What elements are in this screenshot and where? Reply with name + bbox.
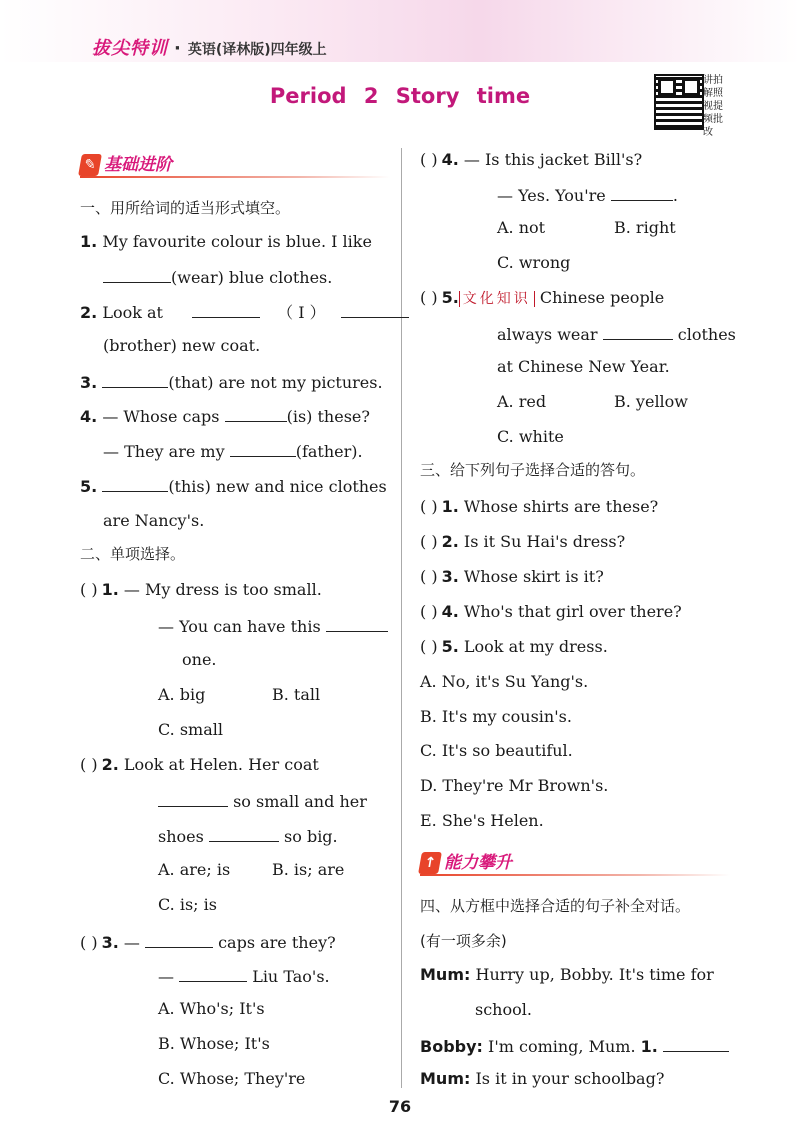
answer-paren[interactable]: ( ) [420, 150, 438, 169]
book-subject: 英语(译林版)四年级上 [187, 42, 327, 58]
match-q3: ( ) 3. Whose skirt is it? [420, 567, 604, 586]
match-q2: ( ) 2. Is it Su Hai's dress? [420, 532, 626, 551]
mc-q3-option-a: A. Who's; It's [158, 999, 265, 1018]
match-answer-a: A. No, it's Su Yang's. [420, 672, 589, 691]
mc-q3-option-b: B. Whose; It's [158, 1034, 270, 1053]
match-q4: ( ) 4. Who's that girl over there? [420, 602, 682, 621]
fill-q1: 1. My favourite colour is blue. I like [80, 232, 372, 251]
mc-q4-option-a: A. not [497, 218, 546, 237]
mc-q2-option-c: C. is; is [158, 895, 217, 914]
fill-q2-cont: (brother) new coat. [103, 336, 261, 355]
mc-q5-line3: at Chinese New Year. [497, 357, 670, 376]
section-badge-icon: ✎ [78, 154, 102, 176]
part4-instruction-note: (有一项多余) [420, 932, 507, 950]
answer-blank[interactable] [103, 266, 171, 283]
answer-blank[interactable] [326, 615, 388, 632]
mc-q3-option-c: C. Whose; They're [158, 1069, 306, 1088]
mc-q3-line2: — Liu Tao's. [158, 967, 330, 986]
match-answer-e: E. She's Helen. [420, 811, 544, 830]
part2-instruction: 二、单项选择。 [80, 545, 186, 563]
match-answer-c: C. It's so beautiful. [420, 741, 573, 760]
match-answer-d: D. They're Mr Brown's. [420, 776, 609, 795]
mc-q5-option-b: B. yellow [614, 392, 688, 411]
mc-q5-option-a: A. red [497, 392, 547, 411]
mc-q4: ( ) 4. — Is this jacket Bill's? [420, 150, 643, 169]
part3-instruction: 三、给下列句子选择合适的答句。 [420, 461, 646, 479]
mc-q3: ( ) 3. — caps are they? [80, 933, 336, 952]
answer-blank[interactable] [179, 965, 247, 982]
mc-q1-line3: one. [182, 650, 217, 669]
book-brand: 拔尖特训 · 英语(译林版)四年级上 [92, 38, 327, 59]
mc-q2-line2: so small and her [158, 790, 367, 812]
answer-blank[interactable] [158, 790, 228, 807]
dialogue-line-1: Mum: Hurry up, Bobby. It's time for [420, 965, 714, 984]
match-answer-b: B. It's my cousin's. [420, 707, 572, 726]
answer-blank[interactable] [192, 301, 260, 318]
answer-blank[interactable] [225, 405, 287, 422]
section-heading-basic: ✎ 基础进阶 [80, 150, 390, 180]
answer-paren[interactable]: ( ) [420, 637, 438, 656]
section-heading-advanced: ↑ 能力攀升 [420, 848, 730, 878]
answer-paren[interactable]: ( ) [420, 497, 438, 516]
answer-blank[interactable] [603, 323, 673, 340]
dialogue-line-2: Bobby: I'm coming, Mum. 1. [420, 1035, 729, 1057]
mc-q2-option-a: A. are; is [158, 860, 231, 879]
fill-q5: 5. (this) new and nice clothes [80, 477, 387, 496]
answer-blank[interactable] [102, 371, 168, 388]
answer-blank[interactable] [102, 475, 168, 492]
mc-q1-line2: — You can have this [158, 615, 388, 637]
match-q1: ( ) 1. Whose shirts are these? [420, 497, 659, 516]
mc-q1-option-c: C. small [158, 720, 223, 739]
dialogue-line-3: Mum: Is it in your schoolbag? [420, 1069, 665, 1088]
fill-q1-cont: (wear) blue clothes. [103, 266, 332, 288]
page-title: Period 2 Story time [269, 84, 531, 108]
answer-paren[interactable]: ( ) [80, 755, 98, 774]
mc-q4-option-b: B. right [614, 218, 676, 237]
qr-code-icon[interactable] [654, 74, 704, 130]
brand-name: 拔尖特训 [92, 38, 168, 59]
answer-paren[interactable]: ( ) [420, 567, 438, 586]
mc-q4-line2: — Yes. You're . [497, 186, 678, 205]
mc-q2: ( ) 2. Look at Helen. Her coat [80, 755, 319, 774]
qr-label: 讲拍 解照 视提 频批 改 [703, 75, 723, 138]
fill-q2: 2. Look at （ I ） [80, 301, 409, 323]
mc-q5: ( ) 5. 文化知识 Chinese people [420, 288, 665, 307]
page-number: 76 [388, 1097, 412, 1116]
answer-paren[interactable]: ( ) [420, 532, 438, 551]
mc-q1-option-a: A. big [158, 685, 206, 704]
part1-instruction: 一、用所给词的适当形式填空。 [80, 199, 291, 217]
fill-q3: 3. (that) are not my pictures. [80, 373, 383, 392]
mc-q1: ( ) 1. — My dress is too small. [80, 580, 322, 599]
answer-paren[interactable]: ( ) [420, 288, 438, 307]
section-badge-icon: ↑ [418, 852, 442, 874]
match-q5: ( ) 5. Look at my dress. [420, 637, 608, 656]
fill-q4: 4. — Whose caps (is) these? [80, 407, 370, 426]
mc-q2-option-b: B. is; are [272, 860, 345, 879]
fill-q5-cont: are Nancy's. [103, 511, 205, 530]
answer-blank[interactable] [611, 184, 673, 201]
answer-paren[interactable]: ( ) [420, 602, 438, 621]
answer-paren[interactable]: ( ) [80, 933, 98, 952]
answer-blank[interactable] [230, 440, 296, 457]
dialogue-line-1-cont: school. [475, 1000, 532, 1019]
fill-q4-cont: — They are my (father). [103, 442, 363, 461]
mc-q5-line2: always wear clothes [497, 325, 736, 344]
culture-tag: 文化知识 [459, 291, 535, 307]
answer-blank[interactable] [341, 301, 409, 318]
answer-paren[interactable]: ( ) [80, 580, 98, 599]
answer-blank[interactable] [663, 1035, 729, 1052]
mc-q1-option-b: B. tall [272, 685, 321, 704]
mc-q4-option-c: C. wrong [497, 253, 571, 272]
answer-blank[interactable] [209, 825, 279, 842]
answer-blank[interactable] [145, 931, 213, 948]
part4-instruction: 四、从方框中选择合适的句子补全对话。 [420, 897, 691, 915]
column-divider [401, 148, 402, 1088]
mc-q2-line3: shoes so big. [158, 827, 338, 846]
mc-q5-option-c: C. white [497, 427, 564, 446]
